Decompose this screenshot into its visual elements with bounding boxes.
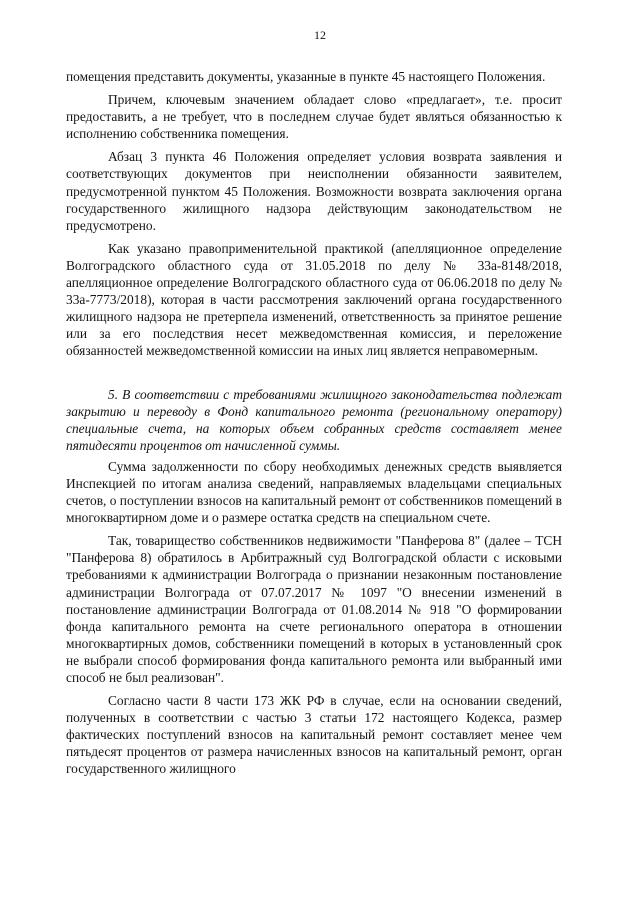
paragraph-tsn-case: Так, товарищество собственников недвижимости "Панферова 8" (далее – ТСН "Панферова 8) обратилось в Арбитражный суд Волгоградской области с исковыми требованиями к администрации Волгограда о признании незаконным постановление администрации Волгограда от 07.07.2017 № 1097 "О внесении изменений в постановление администрации Волгограда от 01.08.2014 № 918 "О формировании фонда капитального ремонта на счете регионального оператора в отношении многоквартирных домов, собственники помещений в которых в установленный срок не выбрали способ формирования фонда капитального ремонта или выбранный ими способ не был реализован". bbox=[66, 533, 562, 685]
paragraph-continuation: помещения представить документы, указанные в пункте 45 настоящего Положения. bbox=[66, 69, 546, 84]
page-body bbox=[66, 68, 562, 778]
paragraph-keyword: Причем, ключевым значением обладает слово «предлагает», т.е. просит предоставить, а не требует, что в последнем случае будет являться обязанностью к исполнению собственника помещения. bbox=[66, 92, 562, 142]
paragraph-debt: Сумма задолженности по сбору необходимых денежных средств выявляется Инспекцией по итогам анализа сведений, направляемых владельцами специальных счетов, о поступлении взносов на капитальный ремонт от собственников помещений в многоквартирном доме и о размере остатка средств на специальном счете. bbox=[66, 458, 562, 526]
page-number: 12 bbox=[314, 28, 326, 42]
paragraph-court-practice: Как указано правоприменительной практикой (апелляционное определение Волгоградского областного суда от 31.05.2018 по делу № 33а-8148/2018, апелляционное определение Волгоградского областного суда от 06.06.2018 по делу № 33а-7773/2018), которая в части рассмотрения заключений органа государственного жилищного надзора не претерпела изменений, ответственность за принятое решение или за его последствия несет межведомственная комиссия, и переложение обязанностей межведомственной комиссии на иных лиц является неправомерным. bbox=[66, 240, 562, 359]
paragraph-return-conditions: Абзац 3 пункта 46 Положения определяет условия возврата заявления и соответствующих документов при неисполнении обязанности заявителем, предусмотренной пунктом 45 Положения. Возможности возврата заключения органа государственного жилищного надзора действующим законодательством не предусмотрено. bbox=[66, 149, 562, 233]
section-5-heading: 5. В соответствии с требованиями жилищного законодательства подлежат закрытию и переводу в Фонд капитального ремонта (региональному оператору) специальные счета, на которых объем собранных средств составляет менее пятидесяти процентов от начисленной суммы. bbox=[66, 386, 562, 453]
paragraph-housing-code: Согласно части 8 части 173 ЖК РФ в случае, если на основании сведений, полученных в соответствии с частью 3 статьи 172 настоящего Кодекса, размер фактических поступлений взносов на капитальный ремонт составляет менее чем пятьдесят процентов от размера начисленных взносов на капитальный ремонт, орган государственного жилищного bbox=[66, 693, 562, 777]
